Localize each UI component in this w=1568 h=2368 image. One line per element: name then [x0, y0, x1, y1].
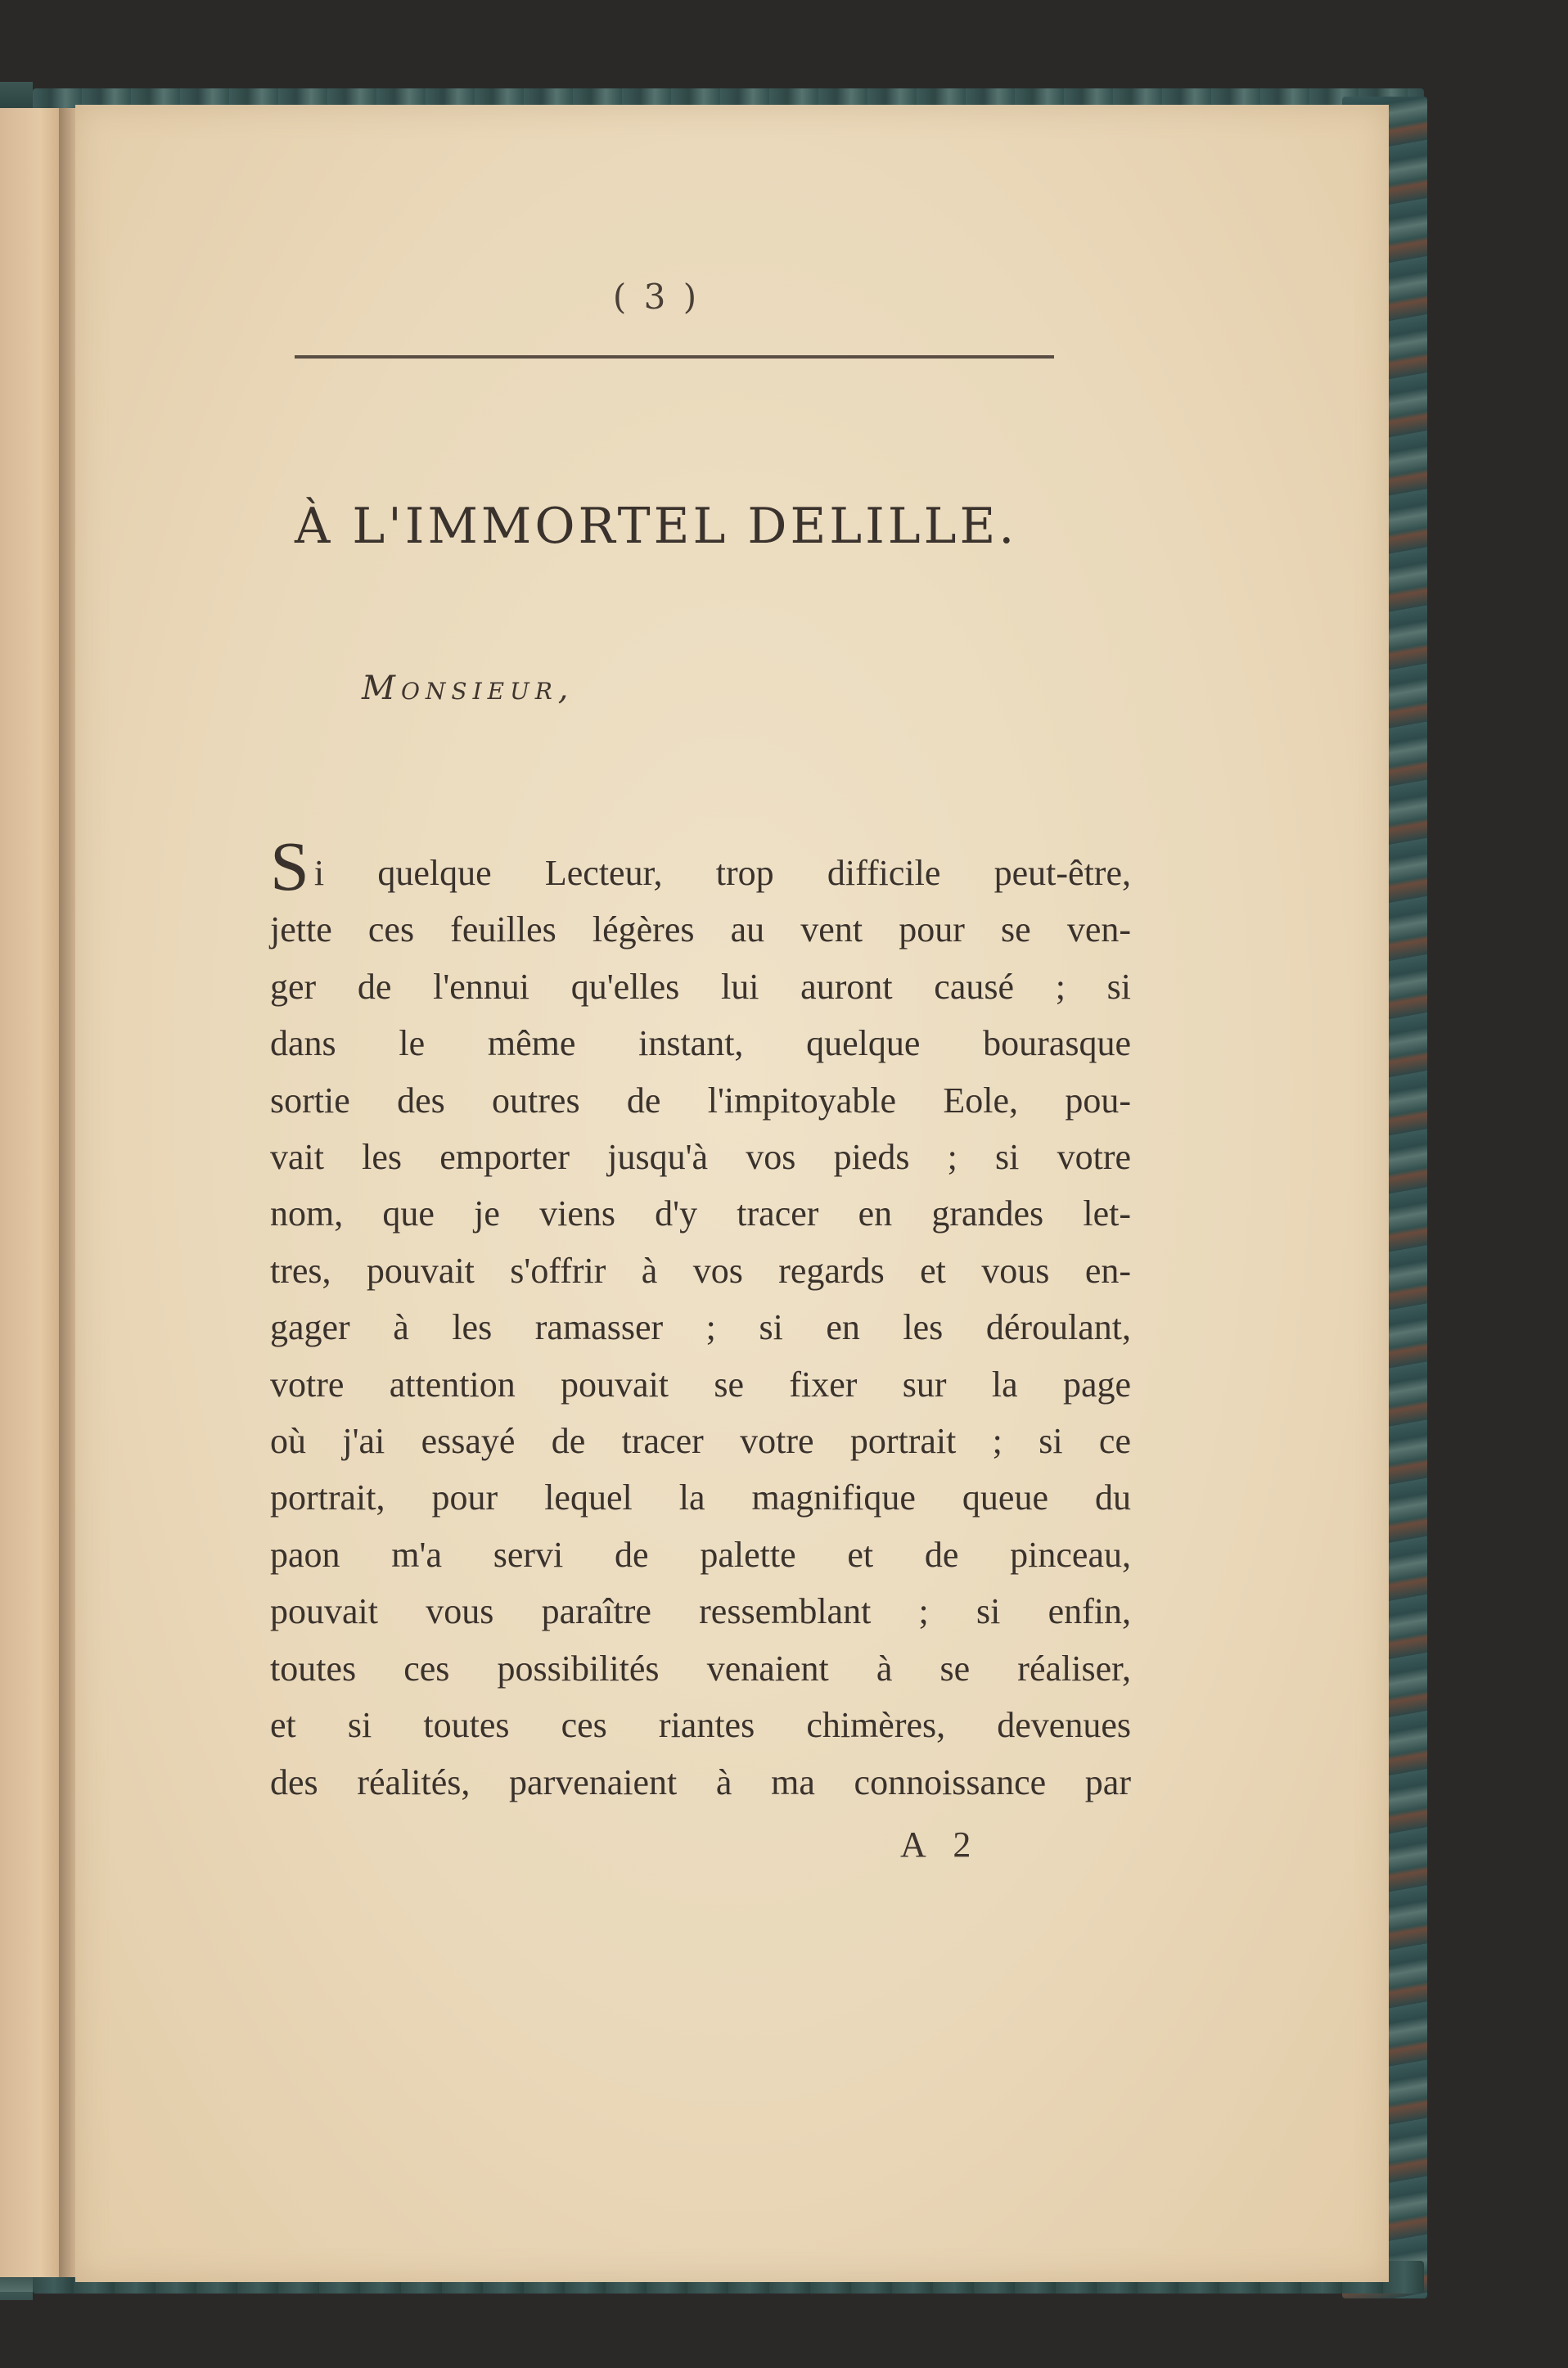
- text-line-7: nom, que je viens d'y tracer en grandes let-: [270, 1193, 1131, 1234]
- text-line-15: toutes ces possibilités venaient à se réaliser,: [270, 1648, 1131, 1689]
- text-line-14: pouvait vous paraître ressemblant ; si enfin,: [270, 1591, 1131, 1632]
- body-text: [270, 827, 1131, 1811]
- signature-mark: A 2: [900, 1824, 981, 1865]
- text-line-16: et si toutes ces riantes chimères, devenues: [270, 1705, 1131, 1746]
- text-line-17: des réalités, parvenaient à ma connoissance par: [270, 1761, 1131, 1802]
- text-line-2: jette ces feuilles légères au vent pour se ven-: [270, 909, 1131, 950]
- book-page: [75, 105, 1389, 2282]
- page-title: À L'IMMORTEL DELILLE.: [295, 498, 1018, 555]
- salutation: Monsieur,: [362, 670, 574, 707]
- text-line-10: votre attention pouvait se fixer sur la page: [270, 1364, 1131, 1405]
- text-line-11: où j'ai essayé de tracer votre portrait ; si ce: [270, 1421, 1131, 1462]
- previous-page-edge: [0, 108, 67, 2277]
- text-line-6: vait les emporter jusqu'à vos pieds ; si votre: [270, 1137, 1131, 1178]
- text-line-12: portrait, pour lequel la magnifique queue du: [270, 1477, 1131, 1518]
- text-line-13: paon m'a servi de palette et de pinceau,: [270, 1534, 1131, 1575]
- drop-cap: S: [270, 827, 309, 905]
- text-line-3: ger de l'ennui qu'elles lui auront causé ; si: [270, 966, 1131, 1007]
- page-number: ( 3 ): [612, 277, 701, 317]
- text-line-8: tres, pouvait s'offrir à vos regards et vous en-: [270, 1250, 1131, 1291]
- header-rule: [295, 355, 1054, 359]
- text-line-9: gager à les ramasser ; si en les déroulant,: [270, 1307, 1131, 1348]
- text-line-1: Si quelque Lecteur, trop difficile peut-être,: [270, 827, 1131, 905]
- text-line-5: sortie des outres de l'impitoyable Eole, pou-: [270, 1080, 1131, 1121]
- text-line-4: dans le même instant, quelque bourasque: [270, 1023, 1131, 1064]
